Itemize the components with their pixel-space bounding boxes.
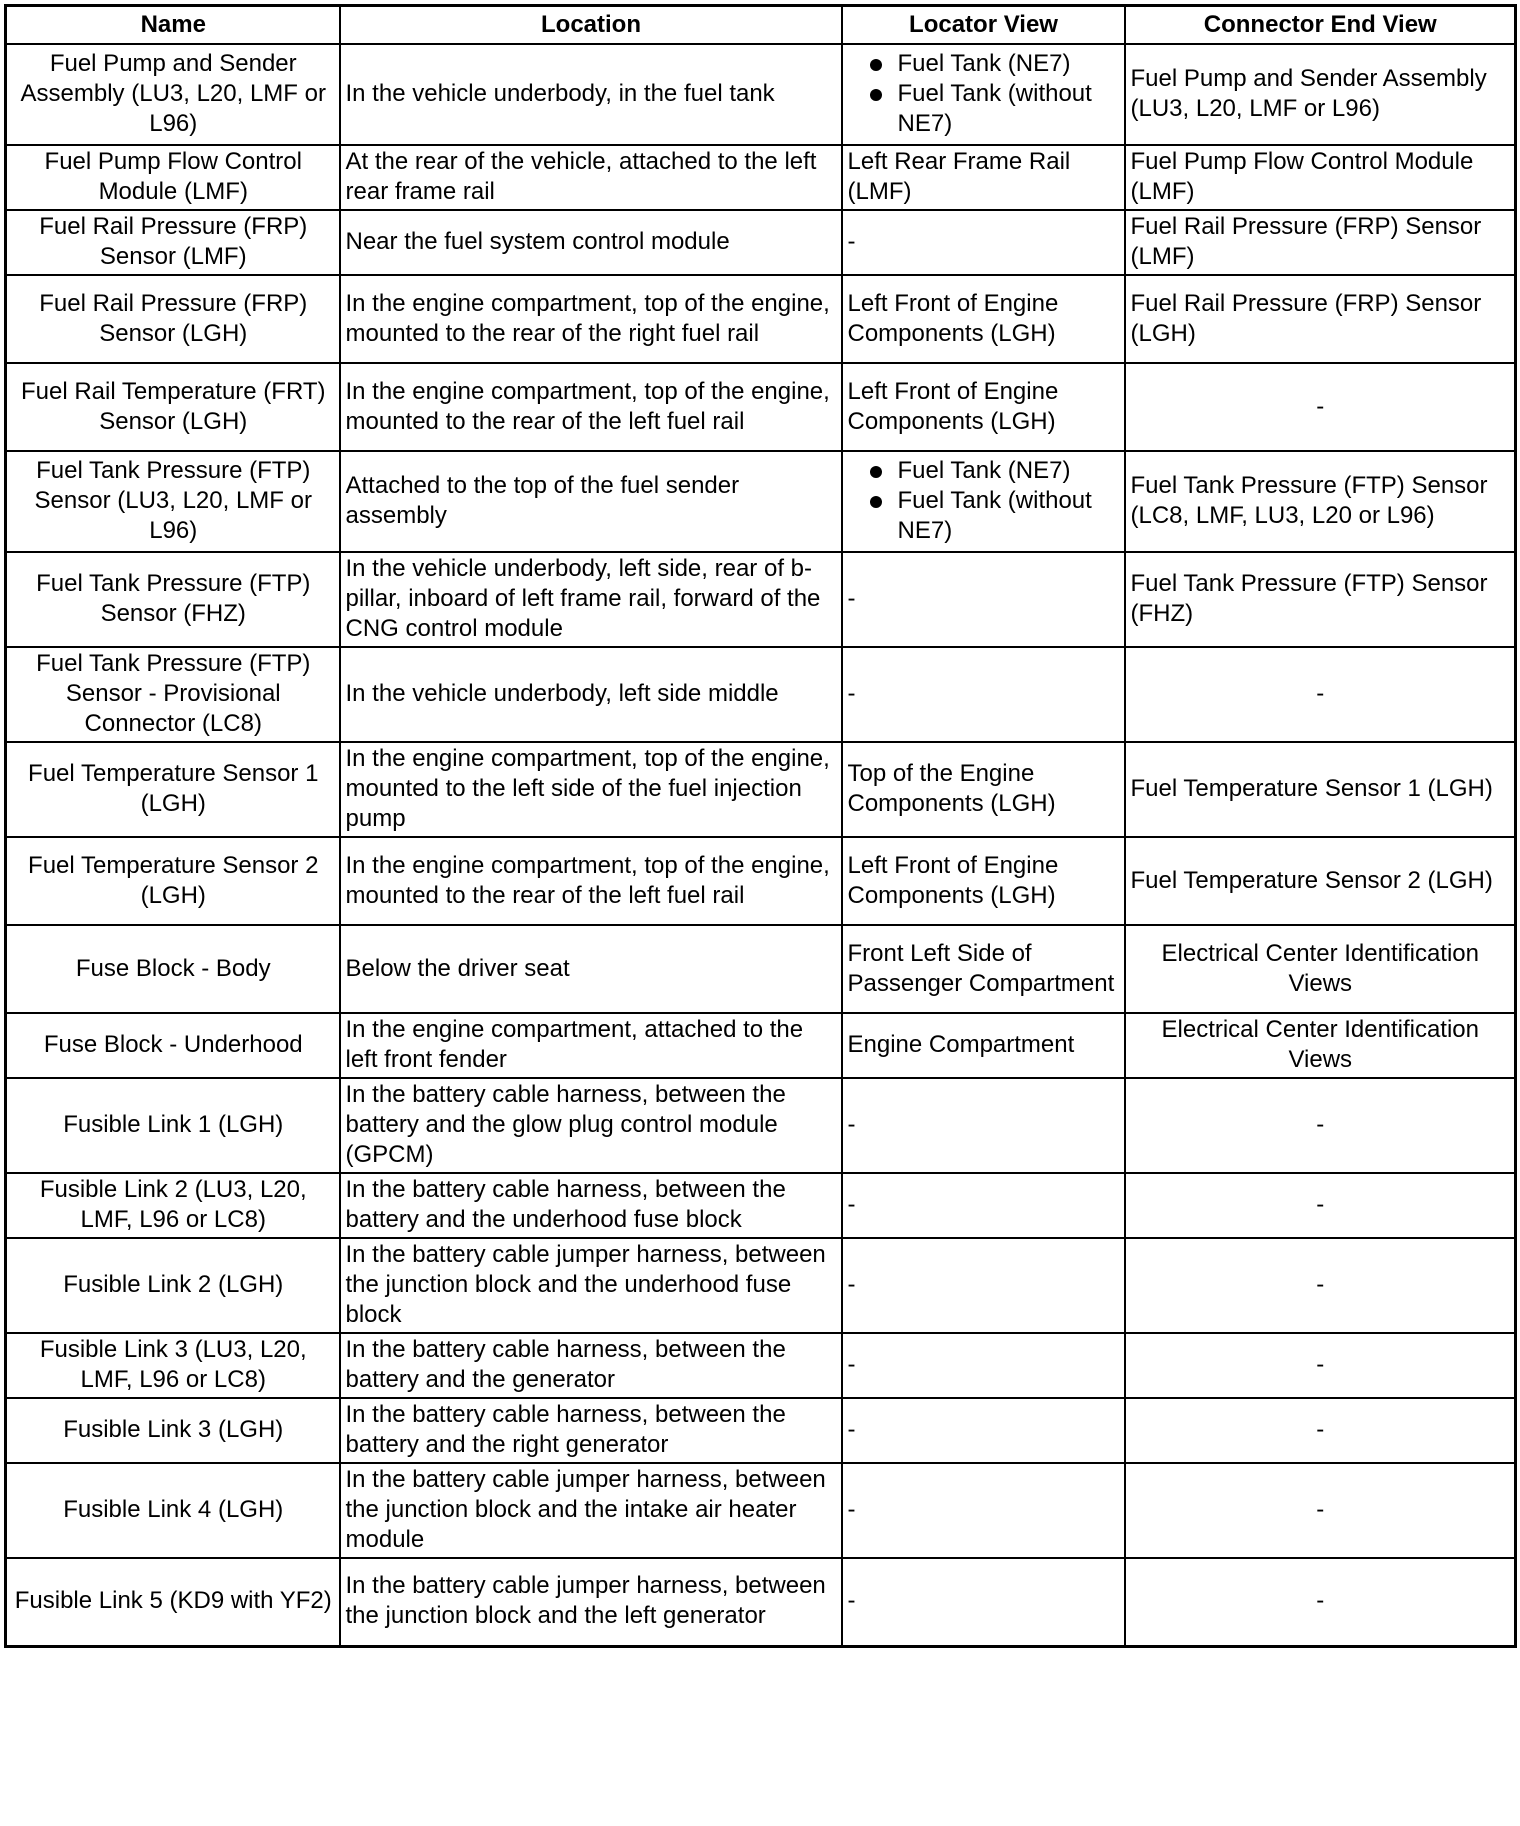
table-row xyxy=(6,451,1516,552)
cell-location: In the battery cable harness, between the battery and the underhood fuse block xyxy=(340,1173,842,1238)
header-name: Name xyxy=(6,6,340,45)
cell-locator-view: - xyxy=(842,210,1125,275)
cell-location: In the engine compartment, top of the engine, mounted to the rear of the left fuel rail xyxy=(340,363,842,451)
cell-locator-view: Left Rear Frame Rail (LMF) xyxy=(842,145,1125,210)
cell-location: In the engine compartment, top of the engine, mounted to the rear of the right fuel rail xyxy=(340,275,842,363)
table-row xyxy=(6,552,1516,647)
header-row xyxy=(6,6,1516,45)
cell-location: Below the driver seat xyxy=(340,925,842,1013)
cell-name: Fuse Block - Body xyxy=(6,925,340,1013)
cell-connector-end-view: - xyxy=(1125,363,1516,451)
cell-location: Near the fuel system control module xyxy=(340,210,842,275)
bullet-icon xyxy=(870,59,882,71)
component-locator-table xyxy=(4,4,1517,1648)
table-row xyxy=(6,1558,1516,1646)
cell-locator-view: Top of the Engine Components (LGH) xyxy=(842,742,1125,837)
cell-locator-view: Front Left Side of Passenger Compartment xyxy=(842,925,1125,1013)
cell-connector-end-view: - xyxy=(1125,1238,1516,1333)
cell-connector-end-view: - xyxy=(1125,1078,1516,1173)
cell-location: In the engine compartment, top of the engine, mounted to the left side of the fuel injection pump xyxy=(340,742,842,837)
cell-connector-end-view: Fuel Rail Pressure (FRP) Sensor (LMF) xyxy=(1125,210,1516,275)
cell-name: Fuel Pump and Sender Assembly (LU3, L20, LMF or L96) xyxy=(6,44,340,145)
cell-locator-view xyxy=(842,44,1125,145)
cell-locator-view: - xyxy=(842,1078,1125,1173)
locator-link-text[interactable]: Fuel Tank (without NE7) xyxy=(897,80,1092,137)
cell-name: Fusible Link 3 (LU3, L20, LMF, L96 or LC8) xyxy=(6,1333,340,1398)
locator-link-text[interactable]: Fuel Tank (NE7) xyxy=(897,457,1071,484)
table-row xyxy=(6,1398,1516,1463)
cell-connector-end-view: Fuel Temperature Sensor 1 (LGH) xyxy=(1125,742,1516,837)
cell-location: In the battery cable jumper harness, between the junction block and the intake air heater module xyxy=(340,1463,842,1558)
cell-connector-end-view: Electrical Center Identification Views xyxy=(1125,925,1516,1013)
cell-name: Fuel Rail Temperature (FRT) Sensor (LGH) xyxy=(6,363,340,451)
bullet-icon xyxy=(870,496,882,508)
cell-name: Fuel Pump Flow Control Module (LMF) xyxy=(6,145,340,210)
cell-name: Fuel Temperature Sensor 1 (LGH) xyxy=(6,742,340,837)
cell-connector-end-view: - xyxy=(1125,1173,1516,1238)
table-row xyxy=(6,363,1516,451)
header-location: Location xyxy=(340,6,842,45)
table-row xyxy=(6,1463,1516,1558)
cell-connector-end-view: - xyxy=(1125,647,1516,742)
cell-location: Attached to the top of the fuel sender assembly xyxy=(340,451,842,552)
cell-connector-end-view: Fuel Tank Pressure (FTP) Sensor (LC8, LMF, LU3, L20 or L96) xyxy=(1125,451,1516,552)
cell-locator-view xyxy=(842,451,1125,552)
cell-name: Fuel Rail Pressure (FRP) Sensor (LMF) xyxy=(6,210,340,275)
table-row xyxy=(6,647,1516,742)
bullet-icon xyxy=(870,466,882,478)
cell-connector-end-view: - xyxy=(1125,1463,1516,1558)
cell-location: In the battery cable harness, between the battery and the glow plug control module (GPCM) xyxy=(340,1078,842,1173)
bullet-icon xyxy=(870,89,882,101)
table-row xyxy=(6,925,1516,1013)
cell-locator-view: - xyxy=(842,1173,1125,1238)
locator-list xyxy=(848,49,1120,139)
cell-location: In the vehicle underbody, left side, rear of b-pillar, inboard of left frame rail, forward of the CNG control module xyxy=(340,552,842,647)
cell-connector-end-view: - xyxy=(1125,1398,1516,1463)
cell-name: Fuse Block - Underhood xyxy=(6,1013,340,1078)
cell-locator-view: - xyxy=(842,1238,1125,1333)
cell-location: In the vehicle underbody, in the fuel tank xyxy=(340,44,842,145)
table-header xyxy=(6,6,1516,45)
cell-name: Fuel Rail Pressure (FRP) Sensor (LGH) xyxy=(6,275,340,363)
header-locator-view: Locator View xyxy=(842,6,1125,45)
cell-name: Fuel Tank Pressure (FTP) Sensor (FHZ) xyxy=(6,552,340,647)
table-body xyxy=(6,44,1516,1646)
cell-locator-view: - xyxy=(842,1463,1125,1558)
cell-name: Fusible Link 4 (LGH) xyxy=(6,1463,340,1558)
locator-list-item xyxy=(848,486,1120,546)
table-row xyxy=(6,837,1516,925)
cell-locator-view: - xyxy=(842,1398,1125,1463)
table-row xyxy=(6,275,1516,363)
cell-connector-end-view: Fuel Pump Flow Control Module (LMF) xyxy=(1125,145,1516,210)
cell-locator-view: - xyxy=(842,552,1125,647)
cell-name: Fusible Link 3 (LGH) xyxy=(6,1398,340,1463)
cell-location: In the vehicle underbody, left side middle xyxy=(340,647,842,742)
cell-locator-view: - xyxy=(842,1333,1125,1398)
table-row xyxy=(6,1333,1516,1398)
table-row xyxy=(6,1013,1516,1078)
locator-link-text[interactable]: Fuel Tank (NE7) xyxy=(897,50,1071,77)
cell-name: Fusible Link 2 (LGH) xyxy=(6,1238,340,1333)
cell-connector-end-view: Fuel Rail Pressure (FRP) Sensor (LGH) xyxy=(1125,275,1516,363)
cell-locator-view: Left Front of Engine Components (LGH) xyxy=(842,363,1125,451)
table-row xyxy=(6,44,1516,145)
locator-list-item xyxy=(848,49,1120,79)
cell-name: Fusible Link 5 (KD9 with YF2) xyxy=(6,1558,340,1646)
cell-location: In the engine compartment, attached to the left front fender xyxy=(340,1013,842,1078)
table-row xyxy=(6,210,1516,275)
cell-locator-view: Left Front of Engine Components (LGH) xyxy=(842,837,1125,925)
cell-name: Fuel Tank Pressure (FTP) Sensor - Provisional Connector (LC8) xyxy=(6,647,340,742)
table-row xyxy=(6,742,1516,837)
cell-location: In the battery cable jumper harness, between the junction block and the left generator xyxy=(340,1558,842,1646)
header-connector-end-view: Connector End View xyxy=(1125,6,1516,45)
cell-location: At the rear of the vehicle, attached to the left rear frame rail xyxy=(340,145,842,210)
cell-connector-end-view: Fuel Pump and Sender Assembly (LU3, L20, LMF or L96) xyxy=(1125,44,1516,145)
cell-connector-end-view: - xyxy=(1125,1333,1516,1398)
cell-name: Fuel Temperature Sensor 2 (LGH) xyxy=(6,837,340,925)
locator-list-item xyxy=(848,456,1120,486)
locator-list-item xyxy=(848,79,1120,139)
cell-connector-end-view: Electrical Center Identification Views xyxy=(1125,1013,1516,1078)
cell-location: In the battery cable harness, between the battery and the right generator xyxy=(340,1398,842,1463)
cell-location: In the battery cable jumper harness, between the junction block and the underhood fuse block xyxy=(340,1238,842,1333)
locator-link-text[interactable]: Fuel Tank (without NE7) xyxy=(897,487,1092,544)
cell-locator-view: - xyxy=(842,1558,1125,1646)
cell-locator-view: Left Front of Engine Components (LGH) xyxy=(842,275,1125,363)
table-row xyxy=(6,145,1516,210)
cell-name: Fusible Link 2 (LU3, L20, LMF, L96 or LC8) xyxy=(6,1173,340,1238)
cell-name: Fusible Link 1 (LGH) xyxy=(6,1078,340,1173)
cell-name: Fuel Tank Pressure (FTP) Sensor (LU3, L20, LMF or L96) xyxy=(6,451,340,552)
cell-location: In the battery cable harness, between the battery and the generator xyxy=(340,1333,842,1398)
table-row xyxy=(6,1238,1516,1333)
cell-connector-end-view: - xyxy=(1125,1558,1516,1646)
cell-locator-view: Engine Compartment xyxy=(842,1013,1125,1078)
cell-location: In the engine compartment, top of the engine, mounted to the rear of the left fuel rail xyxy=(340,837,842,925)
table-row xyxy=(6,1078,1516,1173)
cell-connector-end-view: Fuel Temperature Sensor 2 (LGH) xyxy=(1125,837,1516,925)
table-row xyxy=(6,1173,1516,1238)
cell-locator-view: - xyxy=(842,647,1125,742)
component-locator-table-container xyxy=(4,4,1517,1648)
locator-list xyxy=(848,456,1120,546)
cell-connector-end-view: Fuel Tank Pressure (FTP) Sensor (FHZ) xyxy=(1125,552,1516,647)
